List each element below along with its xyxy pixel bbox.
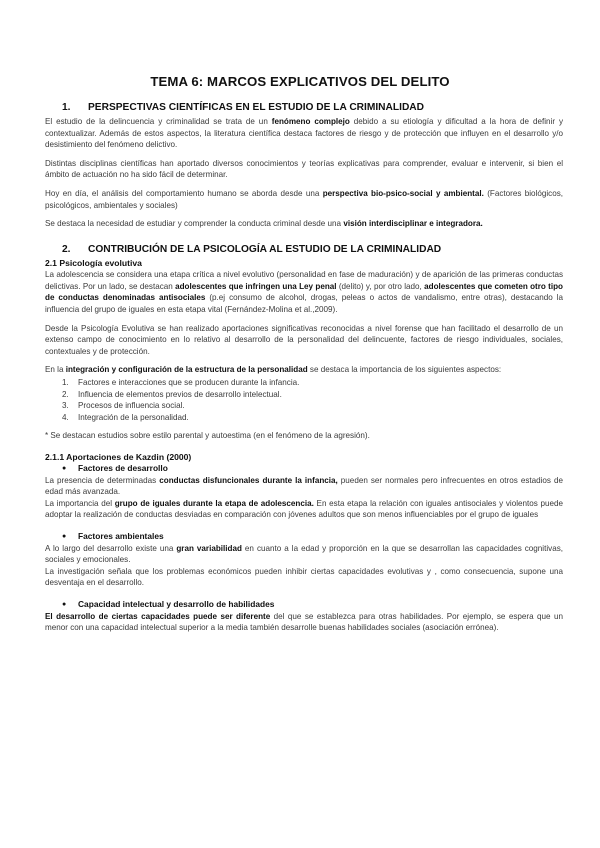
bold-text: perspectiva bio-psico-social y ambiental. [322,188,484,198]
text: La importancia del [45,498,115,508]
section-2-heading [62,243,563,257]
section-2-title: CONTRIBUCIÓN DE LA PSICOLOGÍA AL ESTUDIO DE LA CRIMINALIDAD [88,243,442,255]
list-text: Procesos de influencia social. [78,401,185,410]
bold-text: gran variabilidad [176,543,242,553]
section-2-number: 2. [62,243,71,255]
bullet-heading-capacidad [45,599,563,611]
bold-text: adolescentes que cometen otro tipo de conductas denominadas antisociales [45,281,563,303]
list-number: 2. [62,389,69,399]
bullet-heading-ambientales [45,531,563,543]
list-number: 3. [62,401,69,410]
bold-text: El desarrollo de ciertas capacidades puede ser diferente [45,611,271,621]
s1-paragraph-1 [45,116,563,151]
b1-paragraph-2 [45,498,563,521]
text: del que se establezca para otras habilidades. Por ejemplo, se espera que un menor con una capacidad intelectual superior a la media también desarrolle buenas habilidades sociales (asociación errónea). [45,611,563,633]
bold-text: fenómeno complejo [271,117,350,126]
bullet-icon: ● [62,465,67,473]
bullet-heading-text: Capacidad intelectual y desarrollo de habilidades [78,599,275,610]
section-1-heading [62,101,563,115]
b3-paragraph-1 [45,611,563,634]
list-text: Integración de la personalidad. [78,412,189,422]
b2-paragraph-1 [45,543,563,566]
list-item [45,400,563,412]
text: Hoy en día, el análisis del comportamiento humano se aborda desde una [45,188,323,198]
note-paragraph: * Se destacan estudios sobre estilo parental y autoestima (en el fenómeno de la agresión). [45,431,370,440]
text: A lo largo del desarrollo existe una [45,543,177,553]
list-text: Influencia de elementos previos de desarrollo intelectual. [78,389,282,399]
bullet-heading-text: Factores de desarrollo [78,463,168,474]
list-number: 4. [62,412,69,422]
list-item [45,389,563,401]
b2-paragraph-2: La investigación señala que los problemas económicos pueden inhibir ciertas capacidades evolutivas y , como consecuencia, supone una desventaja en el desarrollo. [45,566,563,588]
text: La presencia de determinadas [45,475,160,485]
subsection-2-1-1-heading: 2.1.1 Aportaciones de Kazdin (2000) [45,451,192,462]
list-item [45,377,563,389]
b1-paragraph-1 [45,475,563,498]
document-title: TEMA 6: MARCOS EXPLICATIVOS DEL DELITO [150,74,450,89]
text: pueden ser normales pero infrecuentes en otros estadios de edad más avanzada. [45,475,564,497]
text: El estudio de la delincuencia y criminalidad se trata de un [45,117,272,126]
bold-text: grupo de iguales durante la etapa de adolescencia. [114,498,314,508]
bold-text: integración y configuración de la estructura de la personalidad [65,365,308,375]
text: (delito) y, por otro lado, [336,281,425,291]
bullet-icon: ● [62,601,67,609]
list-item [45,412,563,424]
section-1-number: 1. [62,102,71,113]
document-body [45,101,563,641]
s1-paragraph-4 [45,218,563,230]
list-text: Factores e interacciones que se producen durante la infancia. [78,378,300,387]
s2-paragraph-1 [45,269,563,315]
text: En esta etapa la relación con iguales antisociales y violentos puede adoptar la realización de conductas desviadas en comparación con jóvenes adultos que son menos influenciables por el grupo de iguales [45,498,563,520]
text: En la [45,365,66,375]
s2-paragraph-3 [45,364,563,376]
text: se destaca la importancia de los siguientes aspectos: [307,365,502,375]
bold-text: adolescentes que infringen una Ley penal [175,281,337,291]
text: (p.ej consumo de alcohol, drogas, peleas o actos de vandalismo, entre otras), destacando la influencia del grupo de iguales en esta etapa vital (Fernández-Molina et al.,2009). [45,293,563,315]
subsection-2-1-heading: 2.1 Psicología evolutiva [45,257,142,268]
text: debido a su etiología y dificultad a la hora de definir y contextualizar. Además de estos aspectos, la literatura científica destaca factores de riesgo y de protección que influyen en el desarrollo y/o desistimiento del fenómeno delictivo. [45,117,564,150]
bullet-heading-text: Factores ambientales [78,531,164,542]
bold-text: visión interdisciplinar e integradora. [343,219,483,229]
text: Se destaca la necesidad de estudiar y comprender la conducta criminal desde una [45,219,344,229]
bold-text: conductas disfuncionales durante la infancia, [159,475,338,485]
text: La adolescencia se considera una etapa crítica a nivel evolutivo (personalidad en fase de maduración) y de aparición de las primeras conductas delictivas. Por un lado, se destacan [45,270,563,291]
text: (Factores biológicos, psicológicos, ambientales y sociales) [45,188,563,210]
text: en cuanto a la edad y proporción en la que se desarrollan las capacidades cognitivas, sociales y emocionales. [45,543,563,565]
s1-paragraph-3 [45,188,563,211]
list-number: 1. [62,378,69,387]
bullet-icon: ● [62,533,67,541]
bullet-heading-desarrollo [45,463,563,475]
aspects-list [45,377,563,423]
section-1-title: PERSPECTIVAS CIENTÍFICAS EN EL ESTUDIO DE LA CRIMINALIDAD [88,102,425,113]
s1-paragraph-2: Distintas disciplinas científicas han aportado diversos conocimientos y teorías explicativas para comprender, evaluar e intervenir, si bien el ámbito de actuación no ha sido fácil de determinar. [45,158,563,180]
s2-paragraph-2: Desde la Psicología Evolutiva se han realizado aportaciones significativas reconocidas a nivel forense que han facilitado el desarrollo de un extenso campo de conocimiento en lo relativo al desarrollo de la personalidad del delincuente, factores de riesgo individuales, sociales, contextuales y de protección. [45,323,563,356]
